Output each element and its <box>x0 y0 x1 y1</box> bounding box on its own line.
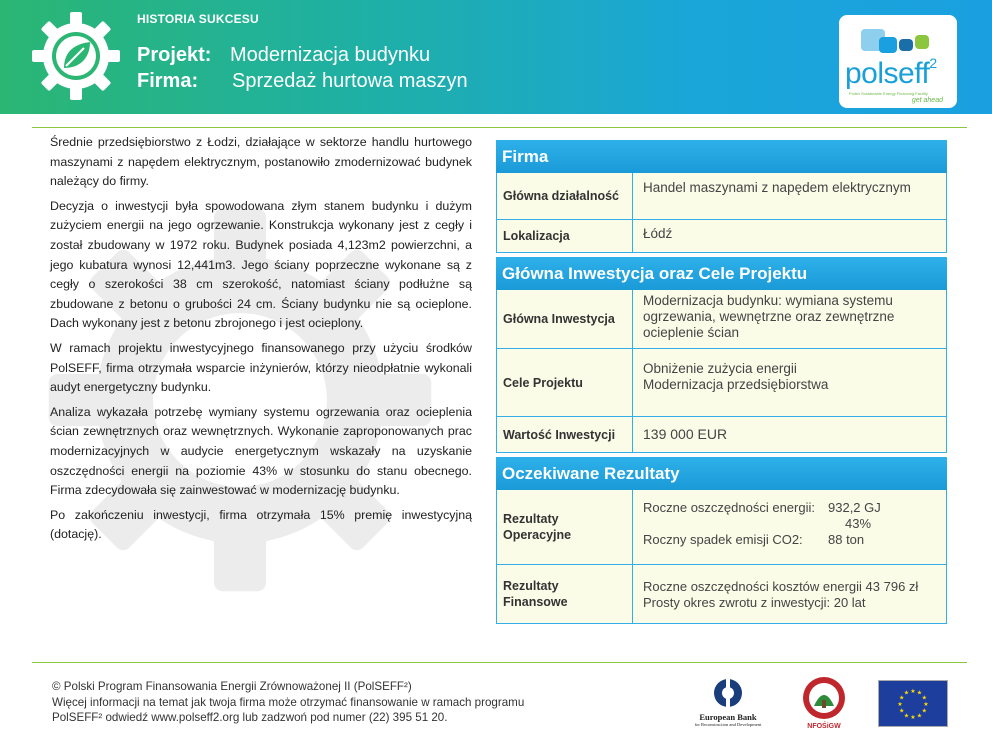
section-results <box>496 490 947 624</box>
footer-info <box>52 679 524 726</box>
logo-square-icon <box>879 37 897 53</box>
logo-square-icon <box>899 39 913 51</box>
eu-star-icon: ★ <box>899 708 905 715</box>
project-summary-table <box>496 140 947 624</box>
body-paragraph: W ramach projektu inwestycyjnego finansowanego przy użyciu środków PolSEFF, firma otrzymała wsparcie inżynierów, którzy nieodpłatnie wykonali audyt energetyczny budynku. <box>50 340 472 395</box>
project-label: Projekt: <box>137 44 212 66</box>
body-paragraph: Analiza wykazała potrzebę wymiany systemu ogrzewania oraz ocieplenia ścian zewnętrznych oraz wewnętrznych. Wykonanie zaproponowanych prac modernizacyjnych w audycie energetycznym wskazały na uzyskanie oszczędności energii na poziomie 43% w stosunku do stanu obecnego. Firma zdecydowała się zainwestować w modernizację budynku. <box>50 404 472 498</box>
result-value: 88 ton <box>828 532 865 547</box>
row-value <box>633 349 946 416</box>
footer-line: © Polski Program Finansowania Energii Zrównoważonej II (PolSEFF²) <box>52 680 412 693</box>
section-title-results: Oczekiwane Rezultaty <box>496 457 947 490</box>
body-paragraph: Średnie przedsiębiorstwo z Łodzi, działające w sektorze handlu hurtowego maszynami z napędem elektrycznym, postanowiło zmodernizować budynek należący do firmy. <box>50 135 472 189</box>
table-row <box>497 290 946 349</box>
story-body <box>50 133 472 550</box>
eu-flag <box>878 680 948 727</box>
result-label: Roczny spadek emisji CO2: <box>643 532 803 547</box>
row-label: Wartość Inwestycji <box>497 417 633 452</box>
logo-tagline: Polish Sustainable Energy Financing Facility <box>849 91 928 96</box>
result-line <box>643 500 936 516</box>
goal-line: Modernizacja przedsiębiorstwa <box>643 377 829 392</box>
goal-line: Obniżenie zużycia energii <box>643 361 797 376</box>
company-label: Firma: <box>137 70 199 92</box>
nfosigw-logo <box>800 676 848 732</box>
company-line <box>137 70 468 93</box>
ebrd-emblem-icon <box>683 676 773 712</box>
section-investment <box>496 290 947 453</box>
eu-star-icon: ★ <box>903 713 910 720</box>
result-line: Roczne oszczędności kosztów energii 43 796 zł <box>643 579 919 594</box>
result-value: 932,2 GJ <box>828 500 881 515</box>
polseff-logo <box>839 15 957 108</box>
project-line <box>137 44 431 67</box>
eu-star-icon: ★ <box>903 690 910 697</box>
eu-star-icon: ★ <box>921 695 927 702</box>
eu-stars-icon <box>879 681 947 726</box>
section-firma <box>496 173 947 253</box>
bottom-divider <box>32 662 967 663</box>
body-paragraph: Po zakończeniu inwestycji, firma otrzymała 15% premię inwestycyjną (dotację). <box>50 507 472 542</box>
company-value: Sprzedaż hurtowa maszyn <box>232 70 468 92</box>
project-value: Modernizacja budynku <box>230 44 431 66</box>
row-value: 139 000 EUR <box>633 417 946 452</box>
logo-square-icon <box>915 35 929 49</box>
result-line <box>643 532 936 548</box>
eu-star-icon: ★ <box>897 702 903 708</box>
logo-wordmark: polseff$^2$ <box>845 55 937 90</box>
eu-star-icon: ★ <box>916 690 923 697</box>
ebrd-name: European Bank <box>699 712 757 722</box>
ebrd-subtitle: for Reconstruction and Development <box>694 722 762 727</box>
ebrd-logo <box>683 676 773 731</box>
row-label: Rezultaty Operacyjne <box>497 490 633 564</box>
nfosigw-emblem-icon <box>800 676 848 722</box>
row-value: Łódź <box>633 220 946 252</box>
row-label: Główna Inwestycja <box>497 290 633 348</box>
eu-star-icon: ★ <box>899 695 905 702</box>
result-line: Prosty okres zwrotu z inwestycji: 20 lat <box>643 595 866 610</box>
gear-leaf-icon <box>30 10 122 102</box>
table-row <box>497 173 946 220</box>
table-row <box>497 220 946 252</box>
row-value <box>633 565 946 623</box>
row-label: Cele Projektu <box>497 349 633 416</box>
logo-subtitle: get ahead <box>911 97 943 104</box>
table-row <box>497 417 946 452</box>
result-line <box>643 516 936 532</box>
eu-star-icon: ★ <box>910 689 916 695</box>
row-label: Rezultaty Finansowe <box>497 565 633 623</box>
row-label: Główna działalność <box>497 173 633 219</box>
section-title-investment: Główna Inwestycja oraz Cele Projektu <box>496 257 947 290</box>
eu-star-icon: ★ <box>921 708 927 715</box>
eu-star-icon: ★ <box>923 702 929 708</box>
row-value <box>633 490 946 564</box>
footer-line: PolSEFF² odwiedź www.polseff2.org lub zadzwoń pod numer (22) 395 51 20. <box>52 711 448 724</box>
eu-star-icon: ★ <box>916 713 923 720</box>
table-row <box>497 565 946 623</box>
nfosigw-label: NFOŚiGW <box>807 723 841 730</box>
body-paragraph: Decyzja o inwestycji była spowodowana złym stanem budynku i dużym zużyciem energii na jego ogrzewanie. Konstrukcja wykonany jest z cegły i został zbudowany w 1972 roku. Budynek posiada 4,123m2 powierzchni, a jego kubatura wynosi 12,441m3. Jego ściany poprzeczne wykonane są z cegły o szerokości 38 cm szerokość, natomiast ściany podłużne są zbudowane z betonu o grubości 24 cm. Ściany budynku nie są ocieplone. Dach wykonany jest z betonu zbrojonego i jest ocieplony. <box>50 198 472 331</box>
result-value: 43% <box>845 516 872 531</box>
top-divider <box>32 127 967 128</box>
row-label: Lokalizacja <box>497 220 633 252</box>
result-label: Roczne oszczędności energii: <box>643 500 815 515</box>
story-kicker: HISTORIA SUKCESU <box>137 12 259 26</box>
row-value: Modernizacja budynku: wymiana systemu ogrzewania, wewnętrzne oraz zewnętrzne ocieplenie ścian <box>633 290 946 348</box>
table-row <box>497 349 946 417</box>
eu-star-icon: ★ <box>910 715 916 721</box>
section-title-firma: Firma <box>496 140 947 173</box>
footer-line: Więcej informacji na temat jak twoja firma może otrzymać finansowanie w ramach programu <box>52 695 525 709</box>
row-value: Handel maszynami z napędem elektrycznym <box>633 173 946 219</box>
header-banner <box>0 0 992 114</box>
table-row <box>497 490 946 565</box>
